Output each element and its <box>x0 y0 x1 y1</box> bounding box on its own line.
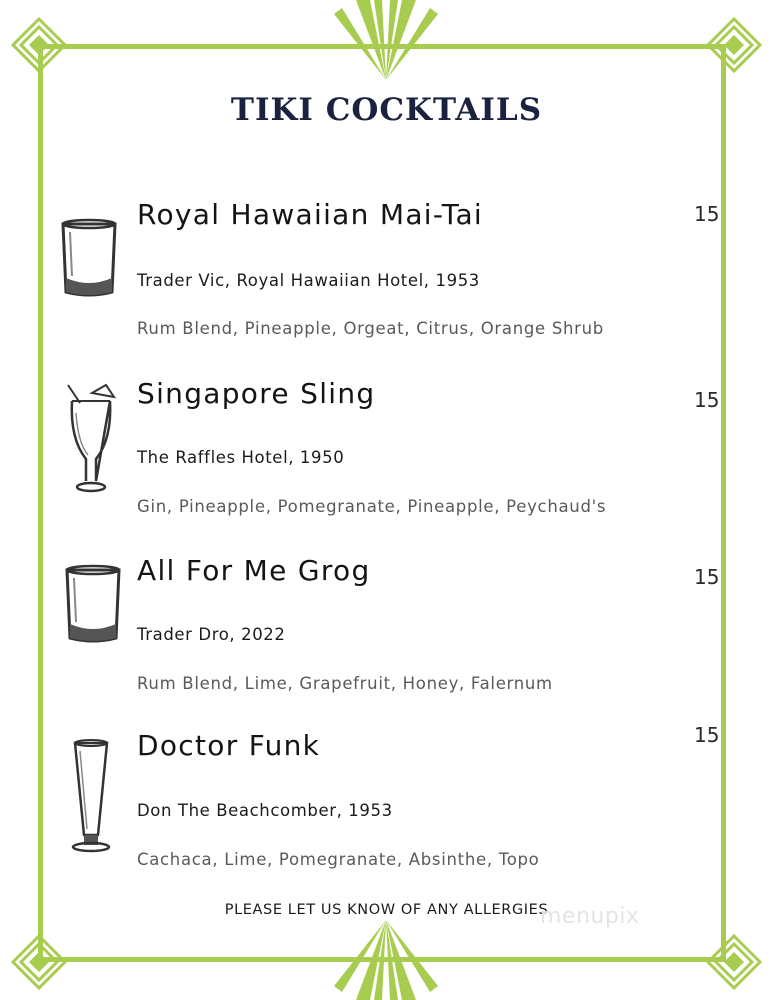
corner-diamond-icon <box>706 934 762 990</box>
rocks-glass-icon <box>62 564 124 646</box>
rocks-glass-icon <box>58 218 120 300</box>
item-origin: The Raffles Hotel, 1950 <box>137 448 345 467</box>
corner-diamond-icon <box>11 934 67 990</box>
item-name: Royal Hawaiian Mai-Tai <box>137 198 484 231</box>
item-name: Doctor Funk <box>137 729 321 762</box>
item-ingredients: Cachaca, Lime, Pomegranate, Absinthe, Topo <box>137 850 540 869</box>
item-price: 15 <box>694 723 720 747</box>
item-name: Singapore Sling <box>137 377 376 410</box>
item-price: 15 <box>694 202 720 226</box>
item-origin: Don The Beachcomber, 1953 <box>137 801 393 820</box>
item-origin: Trader Dro, 2022 <box>137 625 286 644</box>
art-deco-fan-bottom-icon <box>326 918 446 1000</box>
corner-diamond-icon <box>706 17 762 73</box>
pilsner-glass-icon <box>70 739 112 855</box>
allergy-notice: PLEASE LET US KNOW OF ANY ALLERGIES <box>224 902 549 918</box>
menu-title: TIKI COCKTAILS <box>230 92 543 128</box>
art-deco-fan-top-icon <box>326 0 446 82</box>
hurricane-glass-icon <box>66 383 116 495</box>
watermark: menupix <box>540 904 640 929</box>
corner-diamond-icon <box>11 17 67 73</box>
item-ingredients: Rum Blend, Pineapple, Orgeat, Citrus, Orange Shrub <box>137 319 604 338</box>
item-origin: Trader Vic, Royal Hawaiian Hotel, 1953 <box>137 271 480 290</box>
item-price: 15 <box>694 565 720 589</box>
item-ingredients: Rum Blend, Lime, Grapefruit, Honey, Falernum <box>137 674 553 693</box>
item-ingredients: Gin, Pineapple, Pomegranate, Pineapple, Peychaud's <box>137 497 607 516</box>
item-name: All For Me Grog <box>137 554 371 587</box>
item-price: 15 <box>694 388 720 412</box>
